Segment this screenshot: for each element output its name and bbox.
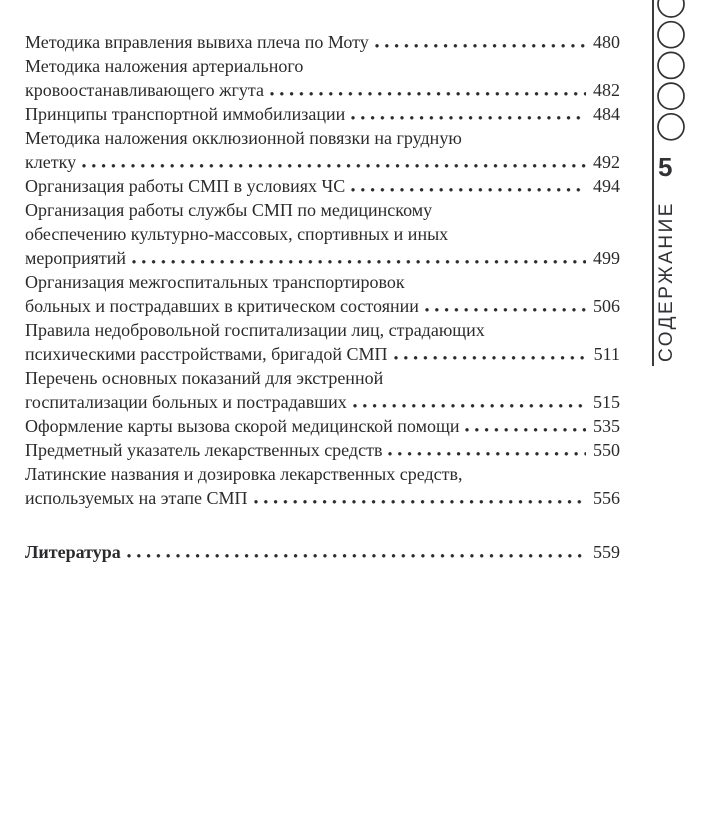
toc-page-number: 480	[593, 32, 620, 52]
dot-leader	[387, 451, 586, 456]
dot-leader	[464, 427, 586, 432]
toc-line	[25, 366, 620, 390]
toc-line	[25, 486, 620, 510]
toc-entry-title: клетку	[25, 152, 77, 172]
toc-line	[25, 126, 620, 150]
toc-line	[25, 318, 620, 342]
toc-line	[25, 54, 620, 78]
toc-line	[25, 78, 620, 102]
dot-leader	[350, 187, 586, 192]
toc-page-number: 484	[593, 104, 620, 124]
toc-page-number: 550	[593, 440, 620, 460]
dot-leader	[374, 43, 586, 48]
toc-entry-title: Принципы транспортной иммобилизации	[25, 104, 346, 124]
dot-leader	[350, 115, 586, 120]
toc-entry-title: больных и пострадавших в критическом состоянии	[25, 296, 419, 316]
toc-entry-title: Методика наложения окклюзионной повязки на грудную	[25, 128, 462, 148]
table-of-contents	[25, 30, 620, 564]
toc-line	[25, 30, 620, 54]
toc-line	[25, 438, 620, 462]
toc-entry-title: Методика наложения артериального	[25, 56, 304, 76]
chapter-ring-icons	[645, 0, 703, 145]
toc-entry-title: Организация межгоспитальных транспортировок	[25, 272, 405, 292]
toc-entry-title: Организация работы службы СМП по медицинскому	[25, 200, 433, 220]
toc-page-number: 511	[593, 344, 620, 364]
toc-entry-title: Оформление карты вызова скорой медицинской помощи	[25, 416, 460, 436]
toc-line	[25, 414, 620, 438]
toc-page-number: 559	[593, 542, 620, 562]
toc-entry-title: Перечень основных показаний для экстренной	[25, 368, 384, 388]
toc-line	[25, 462, 620, 486]
dot-leader	[253, 499, 587, 504]
dot-leader	[81, 163, 586, 168]
toc-line	[25, 174, 620, 198]
toc-line	[25, 342, 620, 366]
toc-entry-title: Латинские названия и дозировка лекарственных средств,	[25, 464, 463, 484]
toc-entry-title: Организация работы СМП в условиях ЧС	[25, 176, 346, 196]
toc-line	[25, 390, 620, 414]
toc-page-number: 535	[593, 416, 620, 436]
dot-leader	[126, 553, 586, 558]
toc-page-number: 506	[593, 296, 620, 316]
dot-leader	[131, 259, 586, 264]
toc-entry-title: Правила недобровольной госпитализации лиц, страдающих	[25, 320, 485, 340]
toc-line	[25, 294, 620, 318]
toc-line	[25, 540, 620, 564]
toc-page-number: 482	[593, 80, 620, 100]
toc-page-number: 499	[593, 248, 620, 268]
toc-page-number: 494	[593, 176, 620, 196]
toc-page-number: 556	[593, 488, 620, 508]
dot-leader	[352, 403, 586, 408]
dot-leader	[393, 355, 587, 360]
toc-entry-title: Предметный указатель лекарственных средств	[25, 440, 383, 460]
toc-line	[25, 270, 620, 294]
toc-entry-title: Методика вправления вывиха плеча по Моту	[25, 32, 369, 52]
toc-line	[25, 246, 620, 270]
toc-entry-title: психическими расстройствами, бригадой СМП	[25, 344, 388, 364]
toc-page-number: 515	[593, 392, 620, 412]
toc-entry-title: кровоостанавливающего жгута	[25, 80, 265, 100]
toc-page-number: 492	[593, 152, 620, 172]
toc-entry-title: обеспечению культурно-массовых, спортивных и иных	[25, 224, 449, 244]
section-label-vertical: СОДЕРЖАНИЕ	[656, 201, 677, 362]
toc-line	[25, 102, 620, 126]
toc-line	[25, 222, 620, 246]
toc-line	[25, 150, 620, 174]
toc-entry-title: госпитализации больных и пострадавших	[25, 392, 347, 412]
dot-leader	[269, 91, 586, 96]
toc-entry-title: Литература	[25, 542, 121, 562]
toc-entry-title: мероприятий	[25, 248, 127, 268]
page-number: 5	[658, 152, 673, 182]
toc-entry-title: используемых на этапе СМП	[25, 488, 248, 508]
dot-leader	[424, 307, 586, 312]
toc-line	[25, 198, 620, 222]
